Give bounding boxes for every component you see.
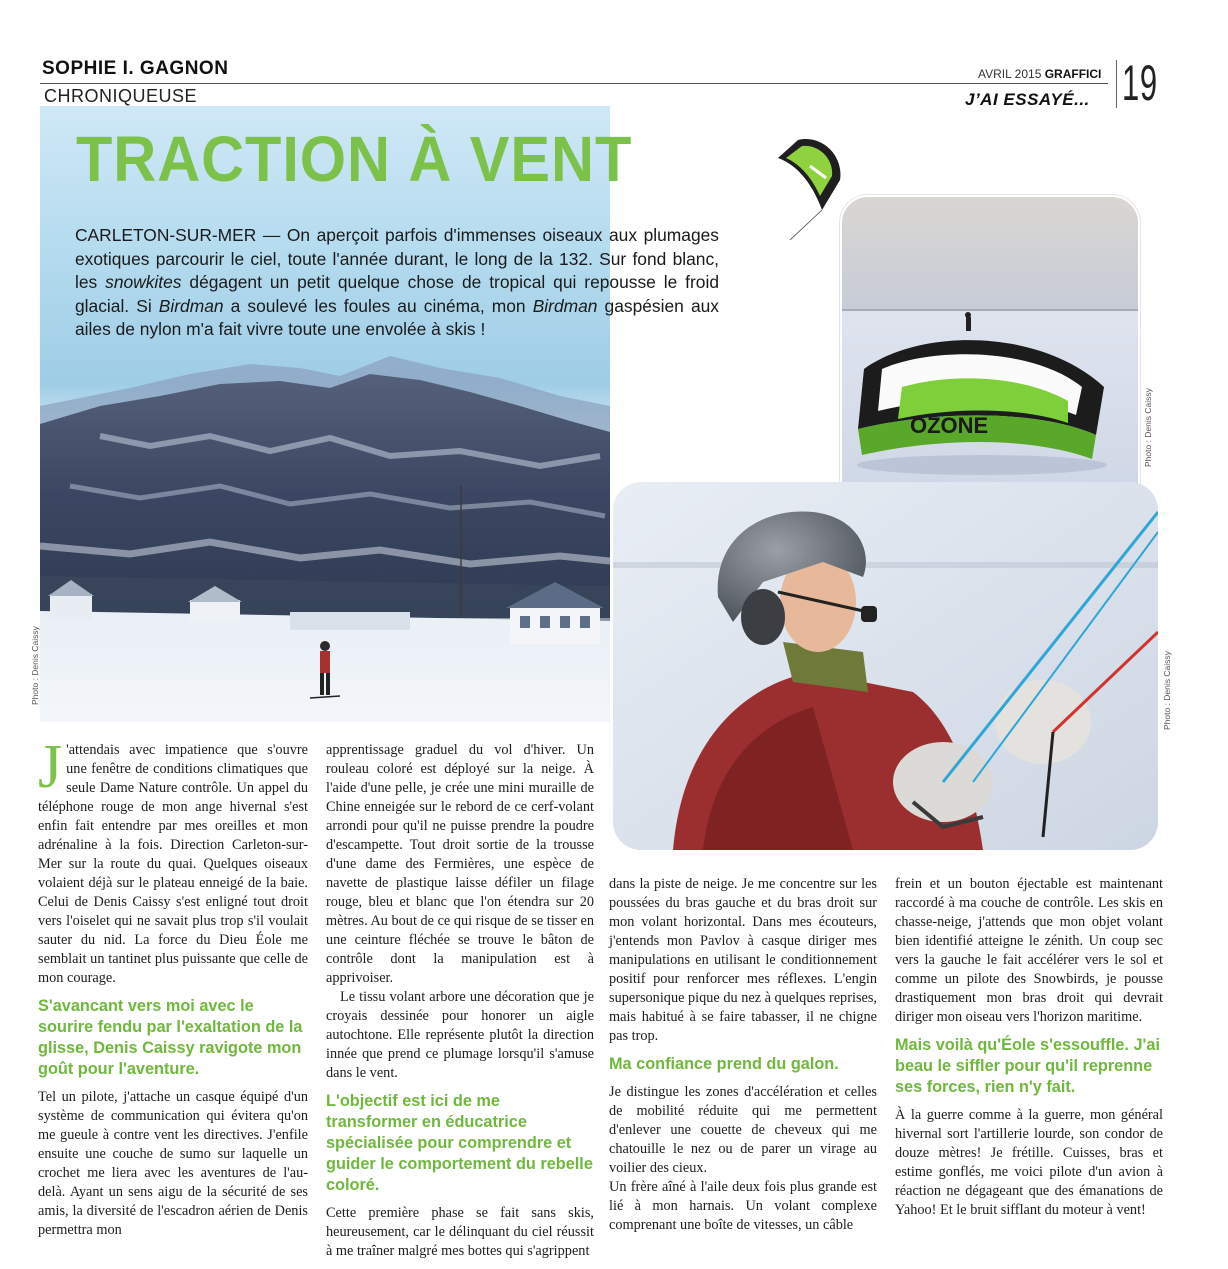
- col1-paragraph-2: Tel un pilote, j'attache un casque équipé d'un système de communication qui évitera qu'on me gueule à contre vent les directives. J'enfile ensuite une couche de sumo sur laquelle un crochet me liera avec les aventures de l'au-delà. Ayant un sens aigu de la sécurité de ses amis, la diversité de l'escadron aérien de Denis permettra mon: [38, 1089, 308, 1238]
- article-lede: [75, 224, 719, 342]
- col3-paragraph-2: Je distingue les zones d'accélération et celles de mobilité réduite qui me permettent d'enlever une couette de cheveux qui me chatouille le nez ou de parer un virage au voilier des cieux.: [609, 1084, 877, 1176]
- hero-photo-scene: [40, 106, 610, 722]
- lede-italic-3: Birdman: [532, 295, 598, 316]
- hero-photo: [40, 106, 610, 722]
- section-label: J’AI ESSAYÉ...: [965, 90, 1090, 109]
- article-column-1: [38, 733, 308, 1240]
- col2-paragraph-2: Le tissu volant arbore une décoration que je croyais dessinée pour honorer un aigle autochtone. Elle représente plutôt la direction innée que prend ce plumage lorsqu'il s'amuse dans le vent.: [326, 989, 594, 1081]
- col4-paragraph-2: À la guerre comme à la guerre, mon général hivernal sort l'artillerie lourde, son condor de douze mètres! Je frétille. Cuisses, bras et estime gonflés, me voici pilote d'un avion à réaction ne dégageant que des émanations de Yahoo! Et le bruit sifflant du moteur à vent!: [895, 1107, 1163, 1218]
- kite-brand-text: OZONE: [910, 413, 989, 438]
- flying-kite-icon: [770, 136, 850, 240]
- col4-paragraph-1: frein et un bouton éjectable est maintenant raccordé à ma couche de contrôle. Les skis en chasse-neige, j'attends que mon objet volant bien identifié atteigne le zénith. Un coup sec vers la gauche le fait accélérer vers le sol et comme un pilote des Snowbirds, je pousse drastiquement mon bras droit qui devrait diriger mon oiseau vers l'horizon maritime.: [895, 876, 1163, 1025]
- issue-date: AVRIL 2015: [978, 67, 1042, 81]
- issue-info: [978, 67, 1101, 81]
- page-number: 19: [1122, 55, 1158, 111]
- col3-subheading: Ma confiance prend du galon.: [609, 1055, 839, 1073]
- article-column-3: [609, 875, 877, 1235]
- col3-paragraph-3: Un frère aîné à l'aile deux fois plus grande est lié à mon harnais. Un volant complexe comprenant une boîte de vitesses, un câble: [609, 1179, 877, 1233]
- lede-text-2: dégagent un petit quelque chose de tropical qui repousse le froid glacial. Si: [75, 272, 720, 316]
- col2-paragraph-1: apprentissage graduel du vol d'hiver. Un rouleau coloré est déployé sur la neige. À l'aide d'une pelle, je crée une mini muraille de Chine enneigée sur le rebord de ce cerf-volant arrondi pour qu'il ne puisse prendre la poudre d'escampette. Tout droit sortie de la trousse d'une dame des Fermières, une espèce de navette de plastique laisse défiler un filage rouge, bleu et blanc que l'on étendra sur 20 mètres. Au bout de ce qui risque de se tisser en une ceinture fléchée se trouve le bâton de contrôle dont la manipulation est à apprivoiser.: [326, 742, 594, 986]
- publication-name: GRAFFICI: [1044, 67, 1102, 81]
- col2-paragraph-3: Cette première phase se fait sans skis, heureusement, car le délinquant du ciel réussit à me traîner malgré mes bottes qui s'agrippent: [326, 1205, 594, 1259]
- header-divider: [1116, 60, 1117, 108]
- portrait-photo: [613, 482, 1158, 850]
- photo-credit-kite: Photo : Denis Caissy: [1143, 388, 1153, 467]
- photo-credit-portrait: Photo : Denis Caissy: [1162, 651, 1172, 730]
- article-title: TRACTION À VENT: [76, 123, 633, 195]
- col3-paragraph-1: dans la piste de neige. Je me concentre sur les poussées du bras gauche et du bras droit sur mon volant horizontal. Dans mes écouteurs, j'entends mon Pavlov à casque diriger mes manipulations en utilisant le conditionnement positif pour renforcer mes réflexes. L'engin supersonique pique du nez à quelques reprises, mais habitué à se faire tabasser, il ne chigne pas trop.: [609, 876, 877, 1044]
- lede-text-4: gaspésien aux ailes de nylon m'a fait vivre toute une envolée à skis !: [75, 295, 719, 339]
- drop-cap: J: [38, 733, 63, 801]
- col2-subheading: L'objectif est ici de me transformer en éducatrice spécialisée pour comprendre et guider le comportement du rebelle coloré.: [326, 1092, 593, 1194]
- lede-text-3: a soulevé les foules au cinéma, mon: [223, 295, 533, 316]
- photo-credit-hero: Photo : Denis Caissy: [30, 626, 40, 705]
- author-role: CHRONIQUEUSE: [44, 86, 198, 106]
- header-rule: [40, 83, 1108, 84]
- col1-paragraph-1: 'attendais avec impatience que s'ouvre une fenêtre de conditions climatiques que seule Dame Nature contrôle. Un appel du téléphone rouge de mon ange hivernal s'est enfin fait entendre par mes oreilles et mon adrénaline à la fois. Direction Carleton-sur-Mer sur la route du quai. Quelques oiseaux volaient déjà sur le plateau enneigé de la baie. Celui de Denis Caissy s'est enligné tout droit vers l'oiselet qui ne savait plus trop s'il voulait sauter du nid. La force du Dieu Éole me semblait un tantinet plus puissante que celle de mon courage.: [38, 742, 308, 986]
- article-column-4: [895, 875, 1163, 1220]
- col1-subheading: S'avancant vers moi avec le sourire fendu par l'exaltation de la glisse, Denis Caissy ravigote mon goût pour l'aventure.: [38, 997, 303, 1078]
- lede-italic-1: snowkites: [105, 272, 182, 292]
- lede-text-1: CARLETON-SUR-MER — On aperçoit parfois d'immenses oiseaux aux plumages exotiques parcourir le ciel, toute l'année durant, le long de la 132. Sur fond blanc, les: [75, 225, 719, 292]
- portrait-photo-scene: [613, 482, 1158, 850]
- lede-italic-2: Birdman: [158, 295, 224, 316]
- author-name: SOPHIE I. GAGNON: [42, 58, 229, 79]
- col4-subheading: Mais voilà qu'Éole s'essouffle. J'ai beau le siffler pour qu'il reprenne ses forces, rien n'y fait.: [895, 1036, 1160, 1096]
- article-column-2: [326, 741, 594, 1261]
